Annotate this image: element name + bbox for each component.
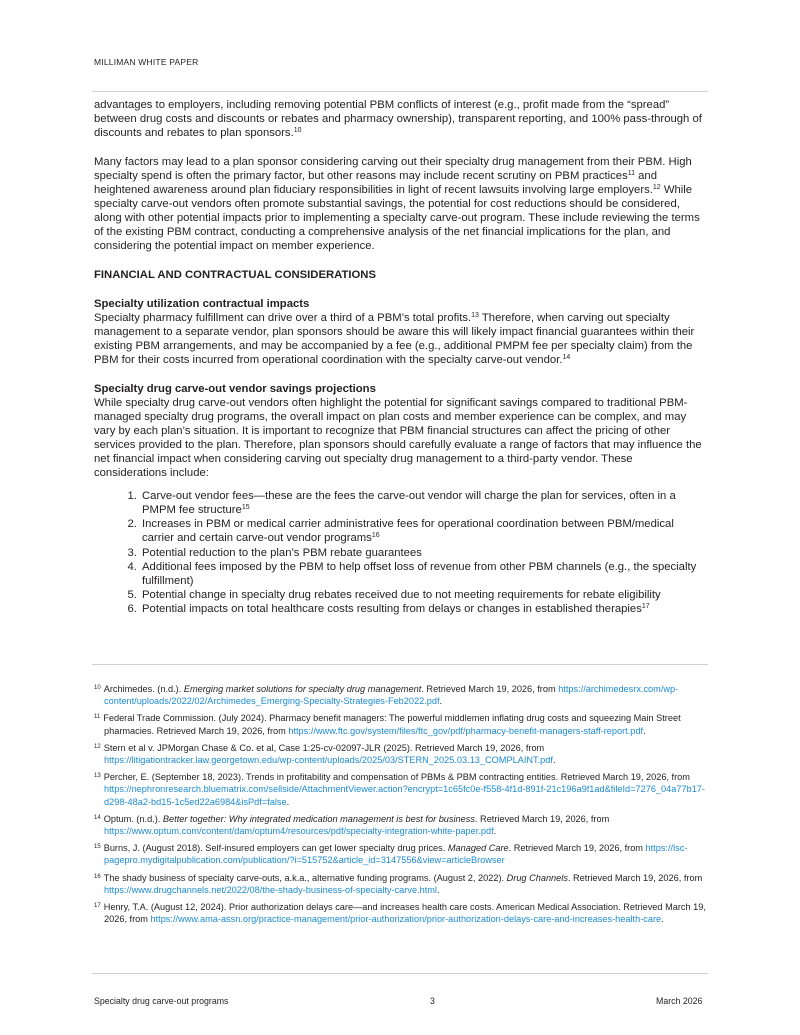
footnote-text: . [493, 826, 497, 837]
footnote-text: Henry, T.A. (August 12, 2024). Prior authorization delays care—and increases health care costs. American Medical Association. Retrieved March 19, 2026, from [103, 902, 706, 925]
paragraph-utilization [94, 311, 706, 367]
footnote-text: Archimedes. (n.d.). [103, 684, 184, 694]
running-header: MILLIMAN WHITE PAPER [94, 57, 199, 67]
footnote-link[interactable]: https://www.drugchannels.net/2022/08/the-shady-business-of-specialty-carve.html [104, 884, 437, 895]
subheading-savings: Specialty drug carve-out vendor savings projections [94, 382, 376, 395]
footer-title: Specialty drug carve-out programs [94, 996, 229, 1006]
paragraph-savings: While specialty drug carve-out vendors often highlight the potential for significant savings compared to traditional PBM-managed specialty drug programs, the overall impact on plan costs and member experience can be complex, and may vary by each plan’s situation. It is important to recognize that PBM financial structures can affect the pricing of other services provided to the plan. Therefore, plan sponsors should carefully evaluate a range of factors that may influence the net financial impact when considering carving out specialty drug management to a third-party vendor. These considerations include: [94, 396, 702, 480]
paragraph-text: Specialty pharmacy fulfillment can drive over a third of a PBM’s total profits. [94, 311, 472, 324]
footnote [94, 842, 706, 866]
footnote-text: . [286, 796, 290, 807]
footnote-text: . [661, 914, 664, 925]
list-item-text: Potential impacts on total healthcare costs resulting from delays or changes in established therapies [142, 602, 642, 615]
footnote-number: 13 [94, 773, 101, 780]
paragraph-intro [94, 98, 706, 140]
paragraph-text: Therefore, when carving out specialty management to a separate vendor, plan sponsors should be aware this will likely impact financial guarantees within their existing PBM arrangements, and may be accompanied by a fee (e.g., additional PMPM fee per specialty claim) from the PBM for their costs incurred from operational coordination with the specialty carve-out vendor. [94, 311, 695, 366]
footnote-text: Optum. (n.d.). [103, 813, 163, 824]
footnote-ref[interactable]: 10 [293, 127, 302, 135]
footnote-link[interactable]: https://litigationtracker.law.georgetown.edu/wp-content/uploads/2025/03/STERN_2025.03.13_COMPLAINT.pdf [104, 755, 553, 766]
footnote-text: Percher, E. (September 18, 2023). Trends in profitability and compensation of PBMs & PBM contracting entities. Retrieved March 19, 2026, from [103, 772, 690, 783]
footnote [94, 712, 706, 736]
footnote-text: The shady business of specialty carve-outs, a.k.a., alternative funding programs. (August 2, 2022). [103, 872, 507, 883]
list-item-text: Potential change in specialty drug rebates received due to not meeting requirements for rebate eligibility [142, 588, 661, 601]
footnote-ref[interactable]: 17 [641, 602, 650, 610]
footnote-text: Federal Trade Commission. (July 2024). Pharmacy benefit managers: The powerful middlemen inflating drug costs and squeezing Main Street pharmacies. Retrieved March 19, 2026, from [103, 713, 681, 736]
footnote-link[interactable]: https://www.ama-assn.org/practice-management/prior-authorization/prior-authorization-delays-care-and-increases-health-care [150, 914, 662, 925]
footnote [94, 771, 706, 808]
footnote-number: 16 [94, 873, 101, 880]
footnote-number: 12 [94, 743, 101, 750]
list-item-text: Potential reduction to the plan’s PBM rebate guarantees [142, 546, 422, 559]
list-item [140, 517, 706, 545]
paragraph-text: While specialty carve-out vendors often promote substantial savings, the potential for cost reductions should be considered, along with other potential impacts prior to implementing a specialty carve-out program. These include reviewing the terms of the existing PBM contract, conducting a comprehensive analysis of the net financial implications for the plan, and considering the potential impact on member experience. [94, 183, 700, 253]
footnote-ref[interactable]: 12 [652, 183, 661, 191]
footnote-text: . Retrieved March 19, 2026, from [508, 843, 646, 854]
paragraph-text: Many factors may lead to a plan sponsor considering carving out their specialty drug management from their PBM. High specialty spend is often the primary factor, but other reasons may include recent scrutiny on PBM practices [94, 155, 692, 182]
footnote-text: . Retrieved March 19, 2026, from [567, 872, 703, 883]
footer-divider [92, 973, 708, 974]
footnote-ref[interactable]: 14 [562, 353, 571, 361]
footnote-text: . [439, 696, 443, 707]
list-item [140, 489, 706, 517]
footnote-text: . Retrieved March 19, 2026, from [421, 684, 559, 694]
page-number: 3 [430, 996, 435, 1006]
footnote-number: 15 [94, 844, 101, 851]
paragraph-intro-text: advantages to employers, including removing potential PBM conflicts of interest (e.g., profit made from the “spread” between drug costs and discounts or rebates and pharmacy ownership), transparent reporting, and 100% pass-through of discounts and rebates to plan sponsors. [94, 99, 702, 140]
footnote-link[interactable]: https://www.ftc.gov/system/files/ftc_gov/pdf/pharmacy-benefit-managers-staff-report.pdf [288, 725, 644, 736]
footnote-divider [92, 664, 708, 665]
footnote-text: . Retrieved March 19, 2026, from [474, 813, 610, 824]
footnote [94, 742, 706, 766]
considerations-list [94, 489, 706, 616]
footnote-title: Drug Channels [506, 872, 568, 883]
section-heading: FINANCIAL AND CONTRACTUAL CONSIDERATIONS [94, 268, 376, 281]
footnote-text: . [552, 755, 556, 766]
paragraph-factors [94, 155, 706, 254]
subheading-utilization: Specialty utilization contractual impacts [94, 297, 310, 310]
list-item [140, 560, 706, 588]
footnote-title: Managed Care [447, 843, 509, 854]
list-item [140, 602, 706, 616]
footnote-number: 17 [94, 903, 101, 910]
footnote-link[interactable]: https://nephronresearch.bluematrix.com/sellside/AttachmentViewer.action?encrypt=1c65fc0e-f558-4f1d-891f-21c196a9f1ad&fileId=7276_04a77b17-d298-48a2-bd15-1c5ed22a6984&isPdf=false [104, 784, 705, 807]
footnote [94, 901, 706, 925]
footnote-number: 10 [94, 685, 101, 691]
list-item [140, 546, 706, 560]
paragraph-text: and heightened awareness around plan fiduciary responsibilities in light of recent lawsuits involving large employers. [94, 169, 657, 196]
footnote-link[interactable]: https://lsc-pagepro.mydigitalpublication.com/publication/?i=515752&article_id=3147556&view=articleBrowser [104, 843, 688, 866]
footnote-text: Stern et al v. JPMorgan Chase & Co. et al, Case 1:25-cv-02097-JLR (2025). Retrieved March 19, 2026, from [103, 742, 545, 753]
footnote-title: Better together: Why integrated medication management is best for business [162, 813, 475, 824]
footnote-text: Burns, J. (August 2018). Self-insured employers can get lower specialty drug prices. [103, 843, 448, 854]
list-item-text: Additional fees imposed by the PBM to help offset loss of revenue from other PBM channels (e.g., the specialty fulfillment) [142, 560, 697, 587]
footnote-ref[interactable]: 16 [371, 532, 380, 540]
footnote-link[interactable]: https://www.optum.com/content/dam/optum4/resources/pdf/specialty-integration-white-paper.pdf [104, 826, 494, 837]
list-item-text: Increases in PBM or medical carrier administrative fees for operational coordination between PBM/medical carrier and certain carve-out vendor programs [142, 518, 674, 545]
footnote [94, 813, 706, 837]
footnote-text: . [436, 884, 440, 895]
footnote-ref[interactable]: 13 [471, 311, 479, 319]
footnote [94, 683, 706, 707]
footnote-ref[interactable]: 11 [627, 169, 635, 177]
header-divider [92, 91, 708, 92]
footnote-title: Emerging market solutions for specialty drug management [183, 684, 422, 694]
body-content [94, 98, 706, 616]
footnote-text: . [643, 725, 646, 736]
footnote-number: 11 [94, 714, 101, 721]
footnote-link[interactable]: https://archimedesrx.com/wp-content/uploads/2022/02/Archimedes_Emerging-Specialty-Strategies-Feb2022.pdf [104, 684, 679, 707]
footnote-number: 14 [94, 814, 101, 821]
footnote [94, 872, 706, 896]
footnote-ref[interactable]: 15 [241, 504, 250, 512]
list-item [140, 588, 706, 602]
footnotes [94, 683, 706, 930]
list-item-text: Carve-out vendor fees—these are the fees the carve-out vendor will charge the plan for services, often in a PMPM fee structure [142, 490, 676, 517]
footer-date: March 2026 [656, 996, 703, 1006]
